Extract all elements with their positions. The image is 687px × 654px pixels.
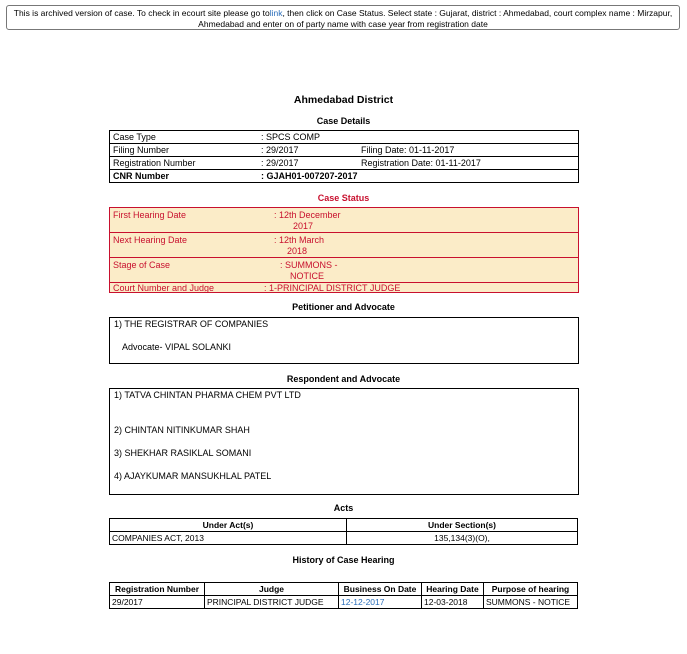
act-value: COMPANIES ACT, 2013	[110, 532, 347, 545]
registration-number-label: Registration Number	[113, 158, 196, 168]
case-type-label: Case Type	[113, 132, 156, 142]
registration-number-row	[110, 157, 578, 170]
archive-notice	[6, 5, 680, 30]
history-registration: 29/2017	[110, 596, 205, 609]
respondent-heading: Respondent and Advocate	[286, 374, 401, 384]
next-hearing-row	[110, 233, 578, 258]
registration-date: Registration Date: 01-11-2017	[361, 158, 481, 168]
first-hearing-label: First Hearing Date	[113, 210, 187, 220]
case-details-heading: Case Details	[316, 116, 371, 126]
filing-number-row	[110, 144, 578, 157]
petitioner-name: 1) THE REGISTRAR OF COMPANIES	[114, 319, 269, 329]
respondent-party-2: 2) CHINTAN NITINKUMAR SHAH	[114, 425, 250, 435]
acts-col-act: Under Act(s)	[110, 519, 347, 532]
acts-col-section: Under Section(s)	[347, 519, 578, 532]
history-purpose: SUMMONS - NOTICE	[484, 596, 578, 609]
filing-number-value: : 29/2017	[261, 145, 299, 155]
first-hearing-line1: : 12th December	[274, 210, 341, 220]
district-title: Ahmedabad District	[293, 94, 394, 106]
history-col-purpose: Purpose of hearing	[484, 583, 578, 596]
respondent-party-4: 4) AJAYKUMAR MANSUKHLAL PATEL	[114, 471, 272, 481]
history-col-judge: Judge	[205, 583, 339, 596]
next-hearing-line2: 2018	[287, 246, 308, 256]
history-hearing-date: 12-03-2018	[422, 596, 484, 609]
history-table	[109, 582, 578, 609]
case-type-value: : SPCS COMP	[261, 132, 321, 142]
section-value: 135,134(3)(O),	[347, 532, 578, 545]
ecourt-link[interactable]: link	[269, 8, 283, 18]
respondent-party-1: 1) TATVA CHINTAN PHARMA CHEM PVT LTD	[114, 390, 301, 400]
respondent-box	[109, 388, 579, 495]
first-hearing-line2: 2017	[293, 221, 314, 231]
petitioner-heading: Petitioner and Advocate	[292, 302, 395, 312]
case-status-heading: Case Status	[317, 193, 370, 203]
acts-heading: Acts	[333, 503, 354, 513]
notice-text-before: This is archived version of case. To check in ecourt site please go to	[13, 8, 270, 18]
next-hearing-label: Next Hearing Date	[113, 235, 188, 245]
stage-line2: NOTICE	[290, 271, 325, 281]
acts-table	[109, 518, 578, 545]
court-label: Court Number and Judge	[113, 283, 215, 293]
case-type-row	[110, 131, 578, 144]
case-details-box	[109, 130, 579, 183]
cnr-row	[110, 170, 578, 182]
acts-row	[110, 532, 578, 545]
filing-number-label: Filing Number	[113, 145, 170, 155]
petitioner-advocate: Advocate- VIPAL SOLANKI	[122, 342, 232, 352]
registration-number-value: : 29/2017	[261, 158, 299, 168]
court-row	[110, 283, 578, 295]
petitioner-box	[109, 317, 579, 364]
history-col-business-date: Business On Date	[339, 583, 422, 596]
history-col-registration: Registration Number	[110, 583, 205, 596]
history-header-row	[110, 583, 578, 596]
stage-row	[110, 258, 578, 283]
history-col-hearing-date: Hearing Date	[422, 583, 484, 596]
history-business-date-link[interactable]: 12-12-2017	[339, 596, 422, 609]
stage-line1: : SUMMONS -	[280, 260, 338, 270]
history-heading: History of Case Hearing	[292, 555, 395, 565]
cnr-value: : GJAH01-007207-2017	[261, 171, 358, 181]
filing-date: Filing Date: 01-11-2017	[361, 145, 455, 155]
court-value: : 1-PRINCIPAL DISTRICT JUDGE	[264, 283, 401, 293]
history-judge: PRINCIPAL DISTRICT JUDGE	[205, 596, 339, 609]
case-status-box	[109, 207, 579, 293]
cnr-label: CNR Number	[113, 171, 170, 181]
first-hearing-row	[110, 208, 578, 233]
history-row	[110, 596, 578, 609]
acts-header-row	[110, 519, 578, 532]
next-hearing-line1: : 12th March	[274, 235, 325, 245]
stage-label: Stage of Case	[113, 260, 171, 270]
notice-text-after: , then click on Case Status. Select state : Gujarat, district : Ahmedabad, court complex name : Mirzapur, Ahmedabad and enter on of party name with case year from registration date	[198, 8, 673, 29]
respondent-party-3: 3) SHEKHAR RASIKLAL SOMANI	[114, 448, 252, 458]
